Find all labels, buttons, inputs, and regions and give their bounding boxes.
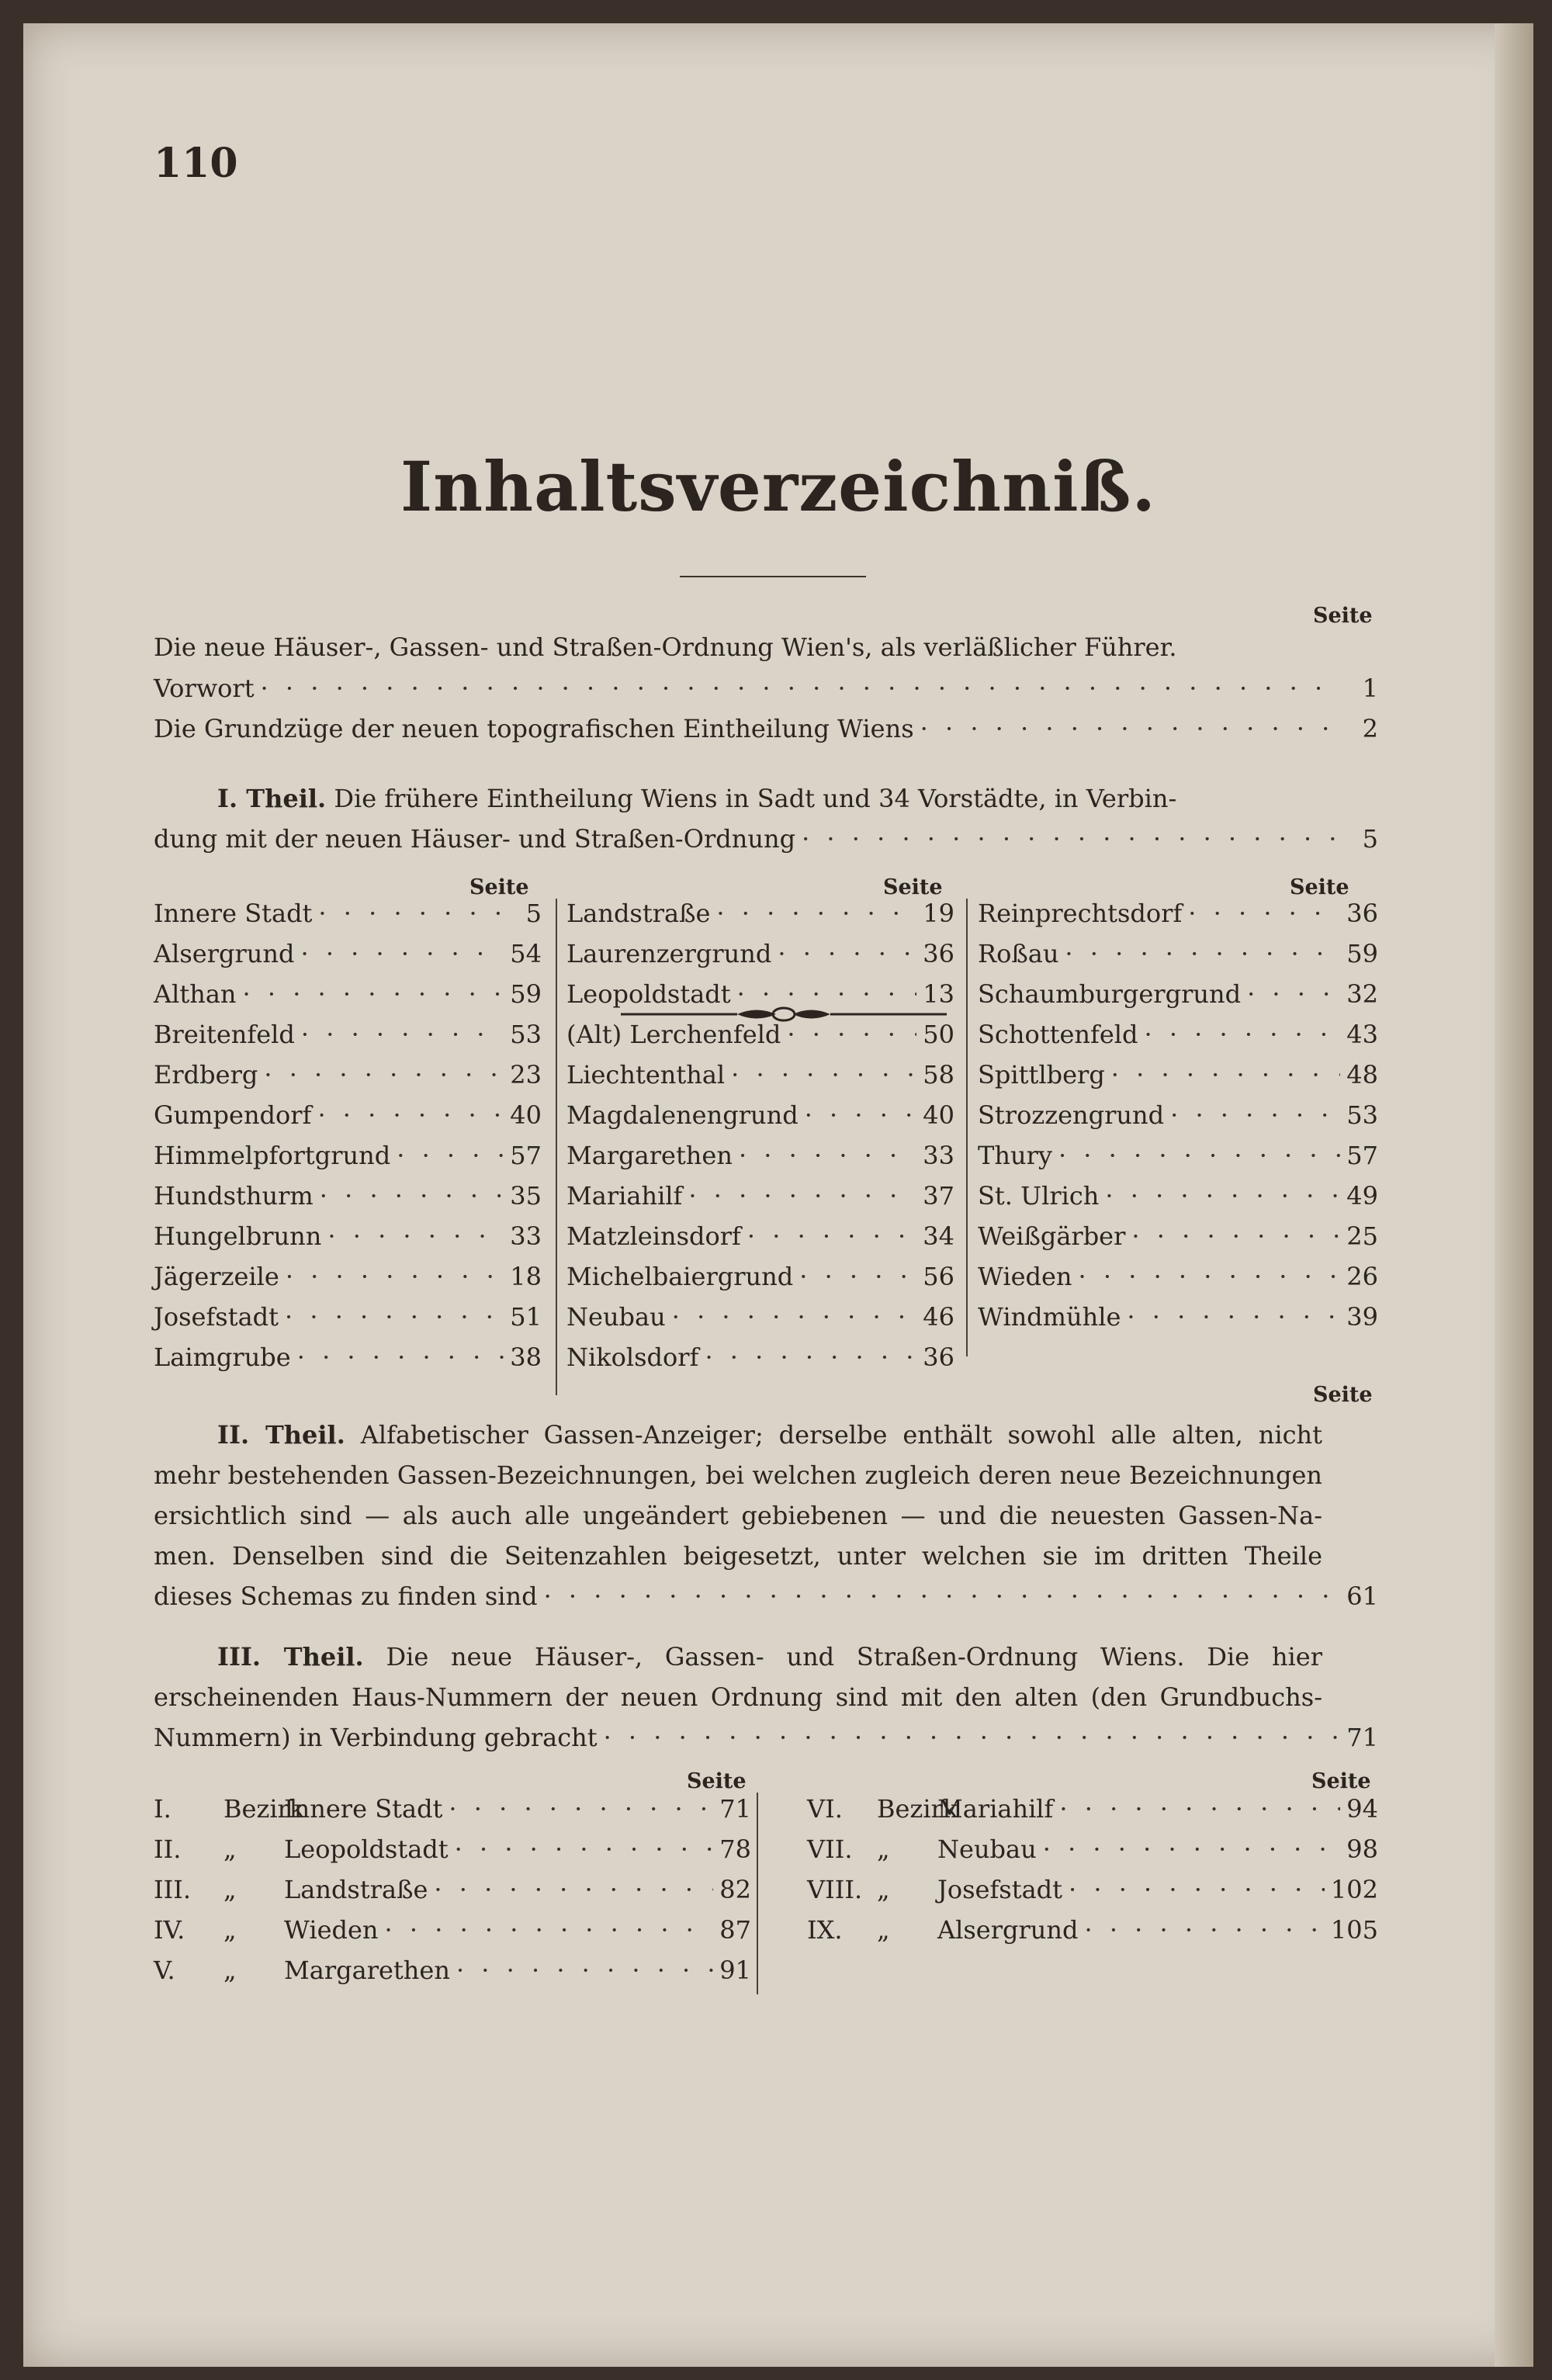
suburb-name: Roßau <box>978 939 1059 968</box>
suburb-name: Landstraße <box>566 899 711 928</box>
leader-dots <box>1069 1875 1325 1904</box>
suburb-page: 58 <box>923 1060 954 1090</box>
suburb-entry[interactable] <box>566 1181 954 1211</box>
district-numeral: II. <box>154 1834 182 1864</box>
district-name: Josefstadt <box>937 1875 1062 1904</box>
district-entry[interactable] <box>807 1915 1378 1945</box>
district-page: 87 <box>719 1915 751 1945</box>
district-label <box>154 1794 442 1824</box>
leader-dots <box>397 1141 504 1170</box>
district-page: 94 <box>1346 1794 1378 1824</box>
suburb-name: Nikolsdorf <box>566 1342 699 1372</box>
suburb-page: 35 <box>510 1181 542 1211</box>
suburb-name: Strozzengrund <box>978 1100 1165 1130</box>
part2-text-line1: Alfabetischer Gassen-Anzeiger; derselbe enthält sowohl alle alten, nicht <box>360 1420 1323 1450</box>
ornament-divider-icon <box>621 1003 947 1026</box>
suburb-page: 34 <box>923 1221 954 1251</box>
district-page: 98 <box>1346 1834 1378 1864</box>
suburb-page: 23 <box>510 1060 542 1090</box>
suburb-name: Josefstadt <box>154 1302 279 1332</box>
leader-dots <box>434 1875 713 1904</box>
district-entry[interactable] <box>154 1875 751 1904</box>
district-label <box>154 1956 450 1985</box>
part2-line1 <box>217 1420 1322 1450</box>
leader-dots <box>604 1723 1341 1752</box>
district-numeral: VII. <box>807 1834 853 1864</box>
toc-entry[interactable] <box>154 714 1378 743</box>
district-name: Wieden <box>284 1915 379 1945</box>
suburb-page: 36 <box>1346 899 1378 928</box>
district-entry[interactable] <box>807 1794 1378 1824</box>
suburb-name: St. Ulrich <box>978 1181 1100 1211</box>
part2-text-line4: men. Denselben sind die Seitenzahlen beigesetzt, unter welchen sie im dritten Theile <box>154 1541 1322 1571</box>
leader-dots <box>264 1060 504 1090</box>
suburb-name: (Alt) Lerchenfeld <box>566 1020 781 1049</box>
page-gutter <box>1495 23 1533 2367</box>
suburb-name: Neubau <box>566 1302 666 1332</box>
suburb-name: Wieden <box>978 1262 1072 1291</box>
page-title: Inhaltsverzeichniß. <box>400 446 1157 527</box>
toc-entry[interactable] <box>154 674 1378 703</box>
part3-number: III. Theil. <box>217 1642 364 1672</box>
leader-dots <box>327 1221 504 1251</box>
suburb-name: Spittlberg <box>978 1060 1105 1090</box>
district-bezirk: Bezirk <box>223 1794 305 1824</box>
part1-line1 <box>217 784 1176 813</box>
leader-dots <box>716 899 916 928</box>
leader-dots <box>1084 1915 1324 1945</box>
leader-dots <box>243 979 504 1009</box>
leader-dots <box>1144 1020 1340 1049</box>
district-entry[interactable] <box>154 1956 751 1985</box>
district-bezirk: „ <box>877 1875 890 1904</box>
district-label <box>807 1875 1062 1904</box>
toc-entry-page: 1 <box>1362 674 1378 703</box>
district-bezirk: „ <box>223 1834 237 1864</box>
suburb-name: Himmelpfortgrund <box>154 1141 391 1170</box>
leader-dots <box>544 1581 1341 1611</box>
part1-text-line2: dung mit der neuen Häuser- und Straßen-Ordnung <box>154 824 796 854</box>
leader-dots <box>747 1221 916 1251</box>
toc-entry-label: Die Grundzüge der neuen topografischen Eintheilung Wiens <box>154 714 914 743</box>
suburb-entry[interactable] <box>154 1100 542 1130</box>
suburb-name: Laurenzergrund <box>566 939 772 968</box>
suburb-entry[interactable] <box>566 1221 954 1251</box>
suburb-name: Margarethen <box>566 1141 733 1170</box>
part2-text-line3: ersichtlich sind — als auch alle ungeändert gebiebenen — und die neuesten Gassen-Na- <box>154 1501 1322 1530</box>
district-page: 105 <box>1330 1915 1378 1945</box>
leader-dots <box>731 1060 916 1090</box>
district-label <box>807 1834 1037 1864</box>
leader-dots <box>300 939 504 968</box>
suburb-page: 36 <box>923 1342 954 1372</box>
suburb-page: 36 <box>923 939 954 968</box>
leader-dots <box>297 1342 504 1372</box>
suburb-entry[interactable] <box>154 1060 542 1090</box>
leader-dots <box>449 1794 713 1824</box>
suburb-name: Breitenfeld <box>154 1020 295 1049</box>
suburb-entry[interactable] <box>978 1060 1378 1090</box>
suburb-name: Matzleinsdorf <box>566 1221 741 1251</box>
district-numeral: V. <box>154 1956 175 1985</box>
suburb-entry[interactable] <box>566 1262 954 1291</box>
toc-entry-label: Vorwort <box>154 674 255 703</box>
district-entry[interactable] <box>807 1834 1378 1864</box>
district-bezirk: „ <box>877 1915 890 1945</box>
suburb-entry[interactable] <box>154 1181 542 1211</box>
leader-dots <box>318 899 504 928</box>
district-numeral: III. <box>154 1875 192 1904</box>
district-label <box>807 1794 1053 1824</box>
suburb-name: Jägerzeile <box>154 1262 279 1291</box>
suburb-entry[interactable] <box>154 1141 542 1170</box>
seite-header: Seite <box>1313 1383 1373 1407</box>
suburb-entry[interactable] <box>978 979 1378 1009</box>
district-numeral: IX. <box>807 1915 843 1945</box>
suburb-name: Laimgrube <box>154 1342 291 1372</box>
district-entry[interactable] <box>154 1794 751 1824</box>
leader-dots <box>802 824 1341 854</box>
suburb-page: 57 <box>510 1141 542 1170</box>
leader-dots <box>456 1956 713 1985</box>
suburb-page: 53 <box>510 1020 542 1049</box>
part3-text-line1: Die neue Häuser-, Gassen- und Straßen-Ordnung Wiens. Die hier <box>386 1642 1323 1672</box>
district-name: Landstraße <box>284 1875 428 1904</box>
district-entry[interactable] <box>807 1875 1378 1904</box>
leader-dots <box>1111 1060 1340 1090</box>
leader-dots <box>1059 1794 1340 1824</box>
suburb-page: 19 <box>923 899 954 928</box>
suburb-page: 57 <box>1346 1141 1378 1170</box>
suburb-page: 32 <box>1346 979 1378 1009</box>
leader-dots <box>385 1915 714 1945</box>
suburb-entry[interactable] <box>154 1302 542 1332</box>
title-rule <box>680 576 866 577</box>
column-rule <box>966 899 968 1356</box>
suburb-page: 18 <box>510 1262 542 1291</box>
suburb-page: 39 <box>1346 1302 1378 1332</box>
leader-dots <box>1188 899 1340 928</box>
part1-page: 5 <box>1362 824 1378 854</box>
intro-heading: Die neue Häuser-, Gassen- und Straßen-Ordnung Wien's, als verläßlicher Führer. <box>154 632 1177 662</box>
district-page: 91 <box>719 1956 751 1985</box>
suburb-entry[interactable] <box>154 979 542 1009</box>
part1-number: I. Theil. <box>217 784 327 813</box>
suburb-page: 51 <box>510 1302 542 1332</box>
suburb-entry[interactable] <box>566 939 954 968</box>
suburb-page: 40 <box>923 1100 954 1130</box>
leader-dots <box>1065 939 1340 968</box>
leader-dots <box>1043 1834 1341 1864</box>
district-name: Margarethen <box>284 1956 450 1985</box>
part1-entry[interactable] <box>154 824 1378 854</box>
suburb-page: 46 <box>923 1302 954 1332</box>
suburb-name: Liechtenthal <box>566 1060 726 1090</box>
suburb-page: 43 <box>1346 1020 1378 1049</box>
suburb-page: 49 <box>1346 1181 1378 1211</box>
leader-dots <box>285 1302 504 1332</box>
part2-number: II. Theil. <box>217 1420 345 1450</box>
leader-dots <box>799 1262 916 1291</box>
suburb-entry[interactable] <box>978 899 1378 928</box>
district-name: Leopoldstadt <box>284 1834 449 1864</box>
suburb-name: Weißgärber <box>978 1221 1126 1251</box>
suburb-name: Alsergrund <box>154 939 295 968</box>
suburb-name: Schottenfeld <box>978 1020 1138 1049</box>
suburb-page: 38 <box>510 1342 542 1372</box>
leader-dots <box>320 1181 504 1211</box>
suburb-entry[interactable] <box>154 1262 542 1291</box>
leader-dots <box>920 714 1341 743</box>
suburb-name: Innere Stadt <box>154 899 313 928</box>
part3-page: 71 <box>1346 1723 1378 1752</box>
leader-dots <box>705 1342 916 1372</box>
suburb-page: 53 <box>1346 1100 1378 1130</box>
district-bezirk: Bezirk <box>877 1794 958 1824</box>
suburb-page: 33 <box>510 1221 542 1251</box>
suburb-entry[interactable] <box>566 899 954 928</box>
district-numeral: VIII. <box>807 1875 863 1904</box>
seite-header: Seite <box>883 875 943 899</box>
suburb-entry[interactable] <box>566 1100 954 1130</box>
district-bezirk: „ <box>223 1875 237 1904</box>
suburb-entry[interactable] <box>978 1302 1378 1332</box>
suburb-page: 40 <box>510 1100 542 1130</box>
leader-dots <box>317 1100 504 1130</box>
seite-header: Seite <box>1311 1769 1371 1793</box>
suburb-page: 37 <box>923 1181 954 1211</box>
suburb-entry[interactable] <box>154 899 542 928</box>
district-numeral: IV. <box>154 1915 185 1945</box>
suburb-name: Althan <box>154 979 237 1009</box>
district-label <box>807 1915 1078 1945</box>
leader-dots <box>1131 1221 1340 1251</box>
suburb-name: Hungelbrunn <box>154 1221 322 1251</box>
leader-dots <box>1105 1181 1340 1211</box>
district-bezirk: „ <box>223 1915 237 1945</box>
suburb-name: Windmühle <box>978 1302 1121 1332</box>
suburb-entry[interactable] <box>978 1221 1378 1251</box>
suburb-page: 50 <box>923 1020 954 1049</box>
part1-text-line1: Die frühere Eintheilung Wiens in Sadt und 34 Vorstädte, in Verbin- <box>334 784 1177 813</box>
district-bezirk: „ <box>223 1956 237 1985</box>
district-label <box>154 1915 379 1945</box>
seite-header: Seite <box>469 875 529 899</box>
leader-dots <box>1079 1262 1341 1291</box>
part2-text-line5: dieses Schemas zu finden sind <box>154 1581 538 1611</box>
suburb-page: 54 <box>510 939 542 968</box>
suburb-entry[interactable] <box>154 1221 542 1251</box>
suburb-name: Thury <box>978 1141 1052 1170</box>
leader-dots <box>1127 1302 1340 1332</box>
district-label <box>154 1875 428 1904</box>
leader-dots <box>261 674 1341 703</box>
suburb-name: Erdberg <box>154 1060 258 1090</box>
suburb-name: Gumpendorf <box>154 1100 312 1130</box>
part3-entry[interactable] <box>154 1723 1378 1752</box>
column-rule <box>757 1793 758 1994</box>
suburb-entry[interactable] <box>566 1141 954 1170</box>
suburb-page: 59 <box>1346 939 1378 968</box>
seite-header: Seite <box>1290 875 1349 899</box>
part2-page: 61 <box>1346 1581 1378 1611</box>
suburb-page: 33 <box>923 1141 954 1170</box>
suburb-entry[interactable] <box>978 1141 1378 1170</box>
toc-entry-page: 2 <box>1362 714 1378 743</box>
leader-dots <box>455 1834 714 1864</box>
suburb-entry[interactable] <box>154 939 542 968</box>
suburb-entry[interactable] <box>566 1342 954 1372</box>
suburb-entry[interactable] <box>566 1302 954 1332</box>
district-numeral: VI. <box>807 1794 843 1824</box>
seite-header: Seite <box>1313 604 1373 628</box>
district-page: 102 <box>1330 1875 1378 1904</box>
leader-dots <box>672 1302 917 1332</box>
suburb-name: Schaumburgergrund <box>978 979 1242 1009</box>
suburb-name: Reinprechtsdorf <box>978 899 1183 928</box>
page-number: 110 <box>154 140 238 187</box>
suburb-page: 56 <box>923 1262 954 1291</box>
leader-dots <box>778 939 916 968</box>
leader-dots <box>286 1262 504 1291</box>
suburb-page: 5 <box>525 899 542 928</box>
suburb-entry[interactable] <box>978 1262 1378 1291</box>
suburb-page: 26 <box>1346 1262 1378 1291</box>
district-entry[interactable] <box>154 1834 751 1864</box>
suburb-entry[interactable] <box>978 939 1378 968</box>
suburb-entry[interactable] <box>566 1060 954 1090</box>
leader-dots <box>1058 1141 1340 1170</box>
suburb-entry[interactable] <box>978 1181 1378 1211</box>
part3-text-line2: erscheinenden Haus-Nummern der neuen Ordnung sind mit den alten (den Grundbuchs- <box>154 1682 1322 1712</box>
suburb-entry[interactable] <box>154 1342 542 1372</box>
district-page: 82 <box>719 1875 751 1904</box>
column-rule <box>556 899 557 1395</box>
district-bezirk: „ <box>877 1834 890 1864</box>
suburb-name: Mariahilf <box>566 1181 683 1211</box>
suburb-name: Michelbaiergrund <box>566 1262 794 1291</box>
district-label <box>154 1834 449 1864</box>
part3-line1 <box>217 1642 1322 1672</box>
suburb-entry[interactable] <box>154 1020 542 1049</box>
leader-dots <box>739 1141 916 1170</box>
suburb-page: 59 <box>510 979 542 1009</box>
district-name: Mariahilf <box>937 1794 1054 1824</box>
suburb-name: Magdalenengrund <box>566 1100 799 1130</box>
district-name: Neubau <box>937 1834 1037 1864</box>
suburb-page: 48 <box>1346 1060 1378 1090</box>
district-page: 78 <box>719 1834 751 1864</box>
suburb-name: Hundsthurm <box>154 1181 314 1211</box>
leader-dots <box>301 1020 504 1049</box>
part2-entry[interactable] <box>154 1581 1378 1611</box>
part3-text-line3: Nummern) in Verbindung gebracht <box>154 1723 598 1752</box>
district-name: Innere Stadt <box>284 1794 443 1824</box>
suburb-entry[interactable] <box>978 1100 1378 1130</box>
leader-dots <box>805 1100 917 1130</box>
district-name: Alsergrund <box>937 1915 1079 1945</box>
suburb-name: Leopoldstadt <box>566 979 731 1009</box>
seite-header: Seite <box>687 1769 747 1793</box>
leader-dots <box>1247 979 1340 1009</box>
suburb-page: 25 <box>1346 1221 1378 1251</box>
leader-dots <box>688 1181 916 1211</box>
suburb-page: 13 <box>923 979 954 1009</box>
district-numeral: I. <box>154 1794 171 1824</box>
leader-dots <box>1170 1100 1340 1130</box>
part2-text-line2: mehr bestehenden Gassen-Bezeichnungen, bei welchen zugleich deren neue Bezeichnungen <box>154 1460 1322 1490</box>
district-entry[interactable] <box>154 1915 751 1945</box>
page-sheet <box>23 23 1533 2367</box>
suburb-entry[interactable] <box>978 1020 1378 1049</box>
district-page: 71 <box>719 1794 751 1824</box>
